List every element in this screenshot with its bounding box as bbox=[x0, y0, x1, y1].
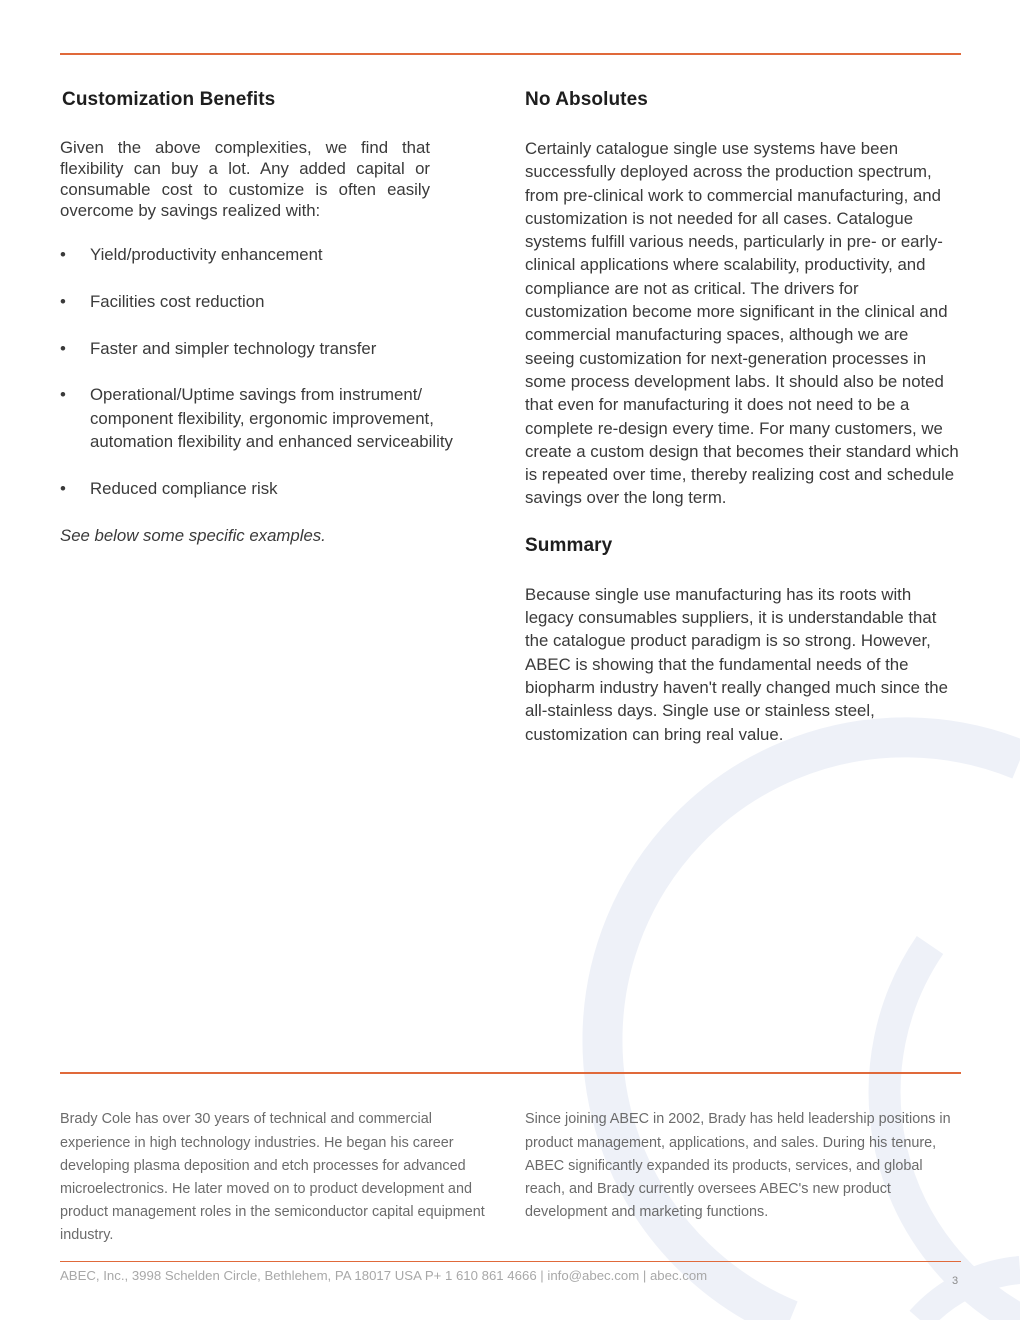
list-item-text: Facilities cost reduction bbox=[90, 291, 265, 311]
section-heading-no-absolutes: No Absolutes bbox=[525, 89, 648, 110]
list-item bbox=[60, 337, 500, 360]
bullet-icon: • bbox=[60, 245, 66, 264]
bio-divider bbox=[60, 1072, 961, 1074]
footer-address: ABEC, Inc., 3998 Schelden Circle, Bethlehem, PA 18017 USA P+ 1 610 861 4666 | info@abec.com | abec.com bbox=[60, 1268, 708, 1283]
list-item bbox=[60, 243, 500, 266]
left-column bbox=[60, 86, 500, 547]
list-item-text: Yield/productivity enhancement bbox=[90, 245, 323, 264]
list-item bbox=[60, 290, 500, 313]
intro-paragraph: Given the above complexities, we find that flexibility can buy a lot. Any added capital or consumable cost to customize is often easily overcome by savings realized with: bbox=[60, 138, 430, 220]
bullet-icon: • bbox=[60, 478, 66, 498]
list-item bbox=[60, 477, 500, 500]
section-heading-customization-benefits: Customization Benefits bbox=[62, 89, 276, 110]
section-heading-summary: Summary bbox=[525, 534, 613, 556]
benefits-list bbox=[60, 243, 500, 500]
list-item-text: Reduced compliance risk bbox=[90, 478, 278, 498]
bullet-icon: • bbox=[60, 385, 66, 405]
top-divider bbox=[60, 53, 961, 55]
author-bio-right: Since joining ABEC in 2002, Brady has held leadership positions in product management, applications, and sales. During his tenure, ABEC significantly expanded its products, services, and global reach, and Brady currently oversees ABEC's new product development and marketing functions. bbox=[525, 1111, 951, 1221]
summary-paragraph: Because single use manufacturing has its roots with legacy consumables suppliers, it is understandable that the catalogue product paradigm is so strong. However, ABEC is showing that the fundamental needs of the biopharm industry haven't really changed much since the all-stainless days. Single use or stainless steel, customization can bring real value. bbox=[525, 584, 948, 744]
right-column bbox=[525, 86, 961, 746]
closing-note: See below some specific examples. bbox=[60, 525, 326, 545]
list-item bbox=[60, 383, 500, 453]
bullet-icon: • bbox=[60, 291, 66, 311]
footer-divider bbox=[60, 1261, 961, 1262]
bullet-icon: • bbox=[60, 338, 66, 358]
author-bio-left: Brady Cole has over 30 years of technical and commercial experience in high technology industries. He began his career developing plasma deposition and etch processes for advanced microelectronics. He later moved on to product development and product management roles in the semiconductor capital equipment industry. bbox=[60, 1111, 485, 1244]
page-number: 3 bbox=[952, 1275, 959, 1287]
no-absolutes-paragraph: Certainly catalogue single use systems have been successfully deployed across the production spectrum, from pre-clinical work to commercial manufacturing, and customization is not needed for all cases. Catalogue systems fulfill various needs, particularly in pre- or early-clinical applications where scalability, productivity, and compliance are not as critical. The drivers for customization become more significant in the clinical and commercial manufacturing spaces, although we are seeing customization for next-generation processes in some process development labs. It should also be noted that even for manufacturing it does not need to be a complete re-design every time. For many customers, we create a custom design that becomes their standard which is repeated over time, thereby realizing cost and schedule savings over the long term. bbox=[525, 139, 959, 508]
list-item-text: Operational/Uptime savings from instrument/ component flexibility, ergonomic improvement, automation flexibility and enhanced serviceability bbox=[90, 385, 453, 451]
list-item-text: Faster and simpler technology transfer bbox=[90, 338, 377, 358]
